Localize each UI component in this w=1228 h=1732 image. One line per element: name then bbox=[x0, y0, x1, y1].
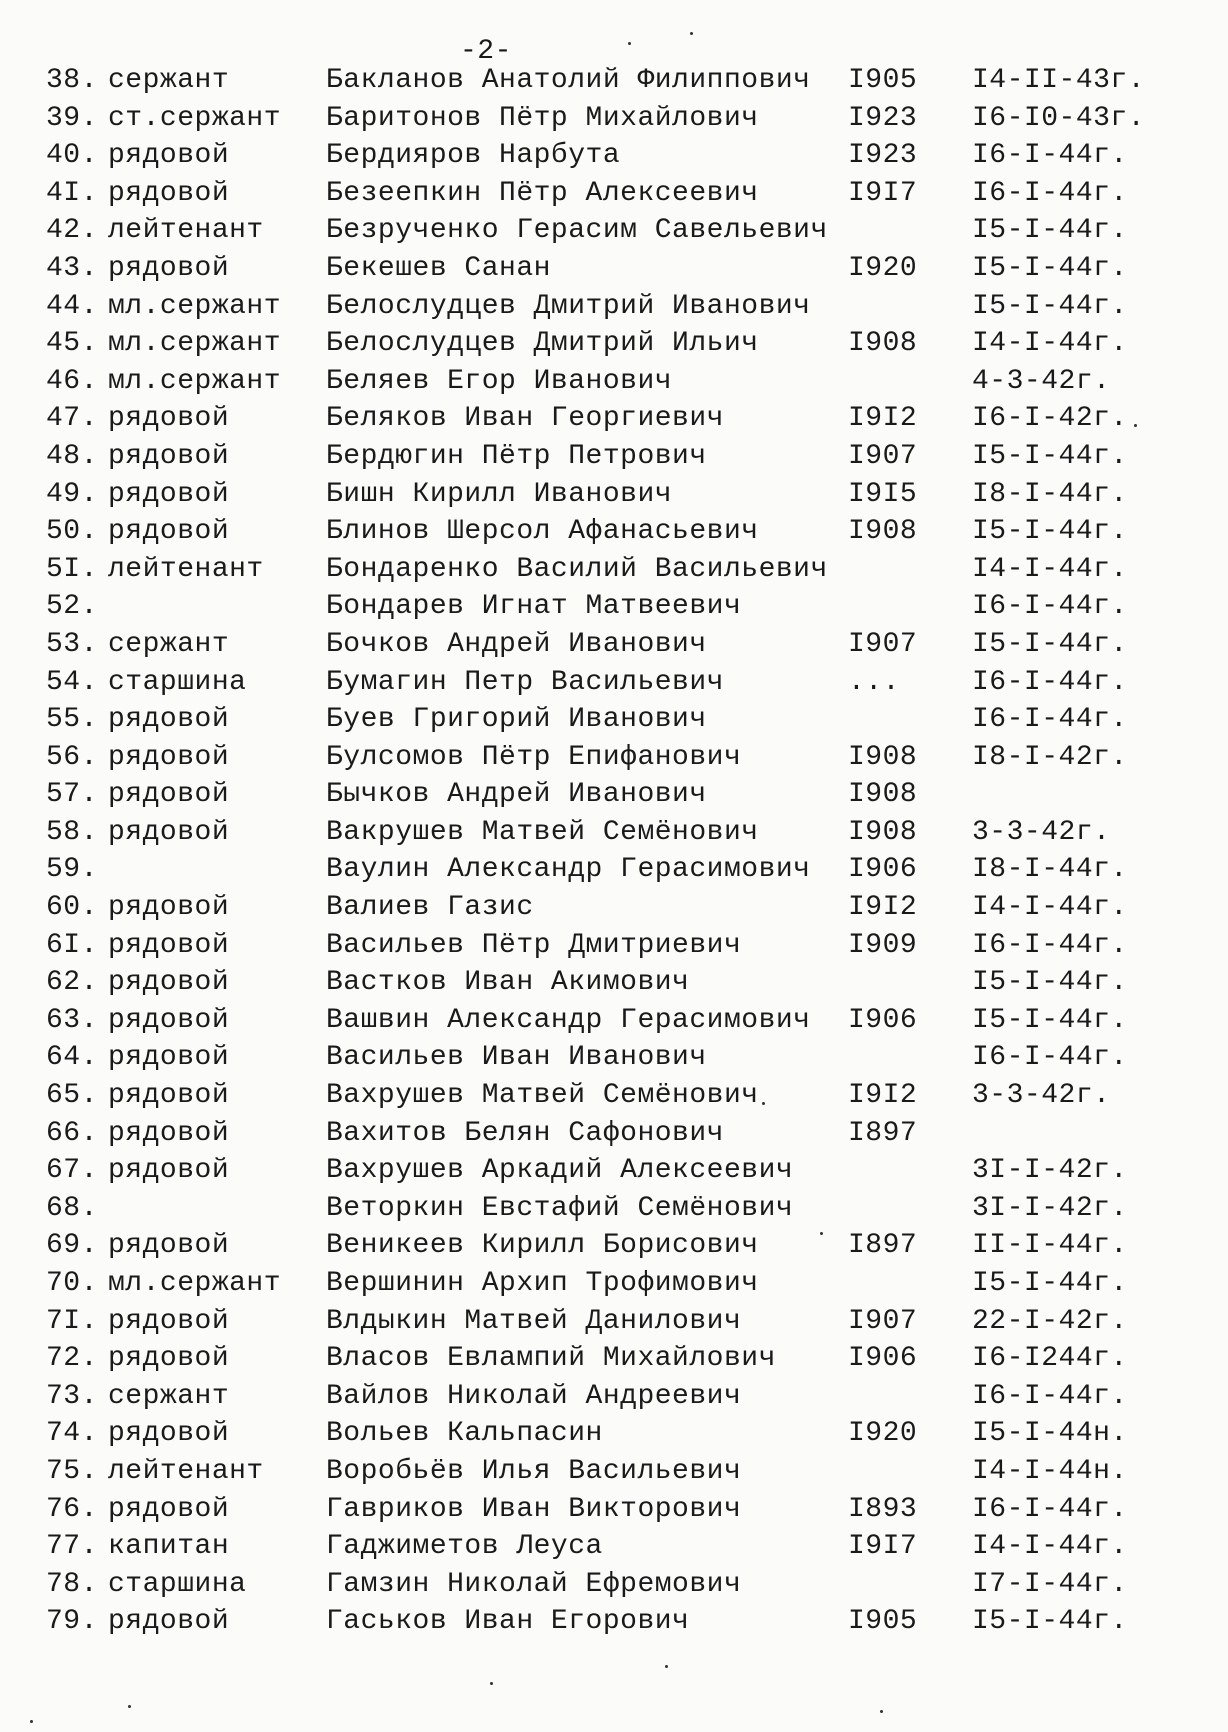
record-rank: сержант bbox=[108, 65, 230, 96]
record-rank: рядовой bbox=[108, 1493, 230, 1525]
record-rank: мл.сержант bbox=[108, 328, 282, 360]
record-name: Ваулин Александр Герасимович bbox=[326, 854, 811, 886]
scan-speck bbox=[690, 32, 693, 35]
record-rank: рядовой bbox=[108, 1042, 230, 1074]
record-date: I5-I-44г. bbox=[972, 967, 1128, 999]
record-name: Белослудцев Дмитрий Ильич bbox=[326, 328, 759, 360]
list-item bbox=[0, 1303, 1228, 1341]
list-item bbox=[0, 1566, 1228, 1604]
record-birth-year: I906 bbox=[848, 1343, 918, 1375]
record-date: I6-I-44г. bbox=[972, 1042, 1128, 1074]
record-birth-year: I908 bbox=[848, 328, 918, 360]
record-number: 74. bbox=[46, 1418, 98, 1450]
record-number: 44. bbox=[46, 290, 98, 322]
list-item bbox=[0, 1039, 1228, 1077]
record-rank: рядовой bbox=[108, 704, 230, 736]
list-item bbox=[0, 1415, 1228, 1453]
record-birth-year: I923 bbox=[848, 140, 918, 172]
record-date: I6-I-44г. bbox=[972, 177, 1128, 209]
record-date: I5-I-44г. bbox=[972, 215, 1128, 247]
record-rank: рядовой bbox=[108, 1606, 230, 1638]
list-item bbox=[0, 1340, 1228, 1378]
record-name: Блинов Шерсол Афанасьевич bbox=[326, 516, 759, 548]
record-name: Васильев Иван Иванович bbox=[326, 1042, 707, 1074]
record-birth-year: I9I2 bbox=[848, 892, 918, 924]
record-number: 66. bbox=[46, 1117, 98, 1149]
record-number: 62. bbox=[46, 967, 98, 999]
scan-speck bbox=[820, 1232, 823, 1235]
record-date: I6-I-42г. bbox=[972, 403, 1128, 435]
record-date: I4-I-44н. bbox=[972, 1455, 1128, 1487]
record-rank: рядовой bbox=[108, 1080, 230, 1112]
record-name: Безеепкин Пётр Алексеевич bbox=[326, 177, 759, 209]
record-date: I8-I-44г. bbox=[972, 478, 1128, 510]
record-number: 45. bbox=[46, 328, 98, 360]
record-date: I8-I-44г. bbox=[972, 854, 1128, 886]
record-date: 22-I-42г. bbox=[972, 1305, 1128, 1337]
list-item bbox=[0, 739, 1228, 777]
list-item bbox=[0, 851, 1228, 889]
record-date: I6-I-44г. bbox=[972, 591, 1128, 623]
record-date: I5-I-44г. bbox=[972, 516, 1128, 548]
record-name: Вахрушев Матвей Семёнович bbox=[326, 1080, 759, 1112]
record-name: Беляев Егор Иванович bbox=[326, 365, 673, 397]
record-name: Бочков Андрей Иванович bbox=[326, 628, 707, 660]
record-number: 5I. bbox=[46, 553, 98, 585]
record-rank: лейтенант bbox=[108, 1455, 264, 1487]
record-rank: рядовой bbox=[108, 929, 230, 961]
record-date: I5-I-44н. bbox=[972, 1418, 1128, 1450]
record-name: Беляков Иван Георгиевич bbox=[326, 403, 724, 435]
list-item bbox=[0, 476, 1228, 514]
record-birth-year: I907 bbox=[848, 1305, 918, 1337]
list-item bbox=[0, 1491, 1228, 1529]
record-number: 47. bbox=[46, 403, 98, 435]
record-date: 4-3-42г. bbox=[972, 365, 1111, 397]
scan-speck bbox=[490, 1682, 493, 1685]
scan-speck bbox=[665, 1665, 668, 1668]
scan-speck bbox=[880, 1710, 883, 1713]
record-name: Вакрушев Матвей Семёнович bbox=[326, 816, 759, 848]
record-date: I5-I-44г. bbox=[972, 290, 1128, 322]
record-date: I4-I-44г. bbox=[972, 892, 1128, 924]
record-number: 64. bbox=[46, 1042, 98, 1074]
list-item bbox=[0, 776, 1228, 814]
record-date: 3I-I-42г. bbox=[972, 1192, 1128, 1224]
record-number: 69. bbox=[46, 1230, 98, 1262]
record-rank: рядовой bbox=[108, 1343, 230, 1375]
record-number: 42. bbox=[46, 215, 98, 247]
record-name: Буев Григорий Иванович bbox=[326, 704, 707, 736]
record-name: Власов Евлампий Михайлович bbox=[326, 1343, 776, 1375]
list-item bbox=[0, 1227, 1228, 1265]
record-date: I5-I-44г. bbox=[972, 252, 1128, 284]
record-number: 77. bbox=[46, 1531, 98, 1563]
list-item bbox=[0, 1077, 1228, 1115]
record-name: Булсомов Пётр Епифанович bbox=[326, 741, 742, 773]
record-number: 49. bbox=[46, 478, 98, 510]
record-rank: рядовой bbox=[108, 516, 230, 548]
record-date: 3-3-42г. bbox=[972, 1080, 1111, 1112]
record-date: I4-I-44г. bbox=[972, 1531, 1128, 1563]
record-date: I5-I-44г. bbox=[972, 628, 1128, 660]
record-date: II-I-44г. bbox=[972, 1230, 1128, 1262]
record-number: 78. bbox=[46, 1568, 98, 1600]
record-birth-year: I908 bbox=[848, 816, 918, 848]
list-item bbox=[0, 137, 1228, 175]
list-item bbox=[0, 175, 1228, 213]
record-birth-year: I905 bbox=[848, 65, 918, 96]
record-number: 63. bbox=[46, 1004, 98, 1036]
record-rank: рядовой bbox=[108, 1305, 230, 1337]
list-item bbox=[0, 1002, 1228, 1040]
record-birth-year: I923 bbox=[848, 102, 918, 134]
record-birth-year: I9I2 bbox=[848, 403, 918, 435]
list-item bbox=[0, 927, 1228, 965]
record-number: 4I. bbox=[46, 177, 98, 209]
list-item bbox=[0, 513, 1228, 551]
record-number: 59. bbox=[46, 854, 98, 886]
record-number: 67. bbox=[46, 1155, 98, 1187]
list-item bbox=[0, 1190, 1228, 1228]
record-name: Бондарев Игнат Матвеевич bbox=[326, 591, 742, 623]
record-name: Вахрушев Аркадий Алексеевич bbox=[326, 1155, 794, 1187]
record-birth-year: I893 bbox=[848, 1493, 918, 1525]
record-birth-year: I908 bbox=[848, 516, 918, 548]
record-birth-year: I908 bbox=[848, 779, 918, 811]
record-number: 73. bbox=[46, 1380, 98, 1412]
record-name: Валиев Газис bbox=[326, 892, 534, 924]
record-number: 52. bbox=[46, 591, 98, 623]
record-rank: рядовой bbox=[108, 967, 230, 999]
record-birth-year: I907 bbox=[848, 440, 918, 472]
record-rank: сержант bbox=[108, 628, 230, 660]
list-item bbox=[0, 701, 1228, 739]
record-birth-year: I908 bbox=[848, 741, 918, 773]
record-birth-year: ... bbox=[848, 666, 900, 698]
scan-speck bbox=[1134, 424, 1137, 427]
record-name: Веникеев Кирилл Борисович bbox=[326, 1230, 759, 1262]
record-name: Баритонов Пётр Михайлович bbox=[326, 102, 759, 134]
record-date: I6-I-44г. bbox=[972, 1380, 1128, 1412]
record-name: Вайлов Николай Андреевич bbox=[326, 1380, 742, 1412]
list-item bbox=[0, 588, 1228, 626]
record-name: Веторкин Евстафий Семёнович bbox=[326, 1192, 794, 1224]
list-item bbox=[0, 1603, 1228, 1641]
record-date: I5-I-44г. bbox=[972, 1606, 1128, 1638]
record-number: 76. bbox=[46, 1493, 98, 1525]
record-number: 7I. bbox=[46, 1305, 98, 1337]
record-number: 79. bbox=[46, 1606, 98, 1638]
record-name: Бердияров Нарбута bbox=[326, 140, 621, 172]
record-date: I5-I-44г. bbox=[972, 1004, 1128, 1036]
record-rank: рядовой bbox=[108, 1230, 230, 1262]
record-birth-year: I897 bbox=[848, 1230, 918, 1262]
record-number: 46. bbox=[46, 365, 98, 397]
record-rank: рядовой bbox=[108, 892, 230, 924]
list-item bbox=[0, 1265, 1228, 1303]
record-name: Гаськов Иван Егорович bbox=[326, 1606, 690, 1638]
record-number: 54. bbox=[46, 666, 98, 698]
list-item bbox=[0, 1152, 1228, 1190]
list-item bbox=[0, 288, 1228, 326]
record-number: 58. bbox=[46, 816, 98, 848]
record-date: I6-I-44г. bbox=[972, 1493, 1128, 1525]
record-birth-year: I905 bbox=[848, 1606, 918, 1638]
list-item bbox=[0, 889, 1228, 927]
list-item bbox=[0, 551, 1228, 589]
list-item bbox=[0, 964, 1228, 1002]
scan-speck bbox=[628, 42, 631, 45]
record-number: 56. bbox=[46, 741, 98, 773]
record-name: Белослудцев Дмитрий Иванович bbox=[326, 290, 811, 322]
record-number: 6I. bbox=[46, 929, 98, 961]
record-number: 39. bbox=[46, 102, 98, 134]
list-item bbox=[0, 250, 1228, 288]
record-rank: старшина bbox=[108, 666, 247, 698]
record-rank: рядовой bbox=[108, 403, 230, 435]
record-birth-year: I909 bbox=[848, 929, 918, 961]
record-name: Гамзин Николай Ефремович bbox=[326, 1568, 742, 1600]
record-name: Бумагин Петр Васильевич bbox=[326, 666, 724, 698]
casualty-list bbox=[0, 62, 1228, 1641]
record-rank: рядовой bbox=[108, 177, 230, 209]
record-rank: рядовой bbox=[108, 478, 230, 510]
record-name: Вашвин Александр Герасимович bbox=[326, 1004, 811, 1036]
record-rank: рядовой bbox=[108, 1117, 230, 1149]
record-name: Бердюгин Пётр Петрович bbox=[326, 440, 707, 472]
record-rank: рядовой bbox=[108, 140, 230, 172]
record-name: Бакланов Анатолий Филиппович bbox=[326, 65, 811, 96]
record-birth-year: I9I7 bbox=[848, 177, 918, 209]
list-item bbox=[0, 1453, 1228, 1491]
scan-speck bbox=[762, 1102, 765, 1105]
list-item bbox=[0, 626, 1228, 664]
record-birth-year: I9I7 bbox=[848, 1531, 918, 1563]
record-date: I6-I244г. bbox=[972, 1343, 1128, 1375]
record-rank: рядовой bbox=[108, 1004, 230, 1036]
record-name: Бычков Андрей Иванович bbox=[326, 779, 707, 811]
record-number: 70. bbox=[46, 1268, 98, 1299]
record-rank: старшина bbox=[108, 1568, 247, 1600]
record-name: Воробьёв Илья Васильевич bbox=[326, 1455, 742, 1487]
record-number: 68. bbox=[46, 1192, 98, 1224]
record-date: I4-I-44г. bbox=[972, 553, 1128, 585]
record-birth-year: I9I2 bbox=[848, 1080, 918, 1112]
record-number: 65. bbox=[46, 1080, 98, 1112]
record-birth-year: I920 bbox=[848, 252, 918, 284]
record-rank: рядовой bbox=[108, 816, 230, 848]
record-date: I6-I0-43г. bbox=[972, 102, 1146, 134]
record-name: Бекешев Санан bbox=[326, 252, 551, 284]
record-number: 53. bbox=[46, 628, 98, 660]
list-item bbox=[0, 363, 1228, 401]
record-rank: лейтенант bbox=[108, 215, 264, 247]
record-birth-year: I906 bbox=[848, 1004, 918, 1036]
list-item bbox=[0, 1528, 1228, 1566]
record-rank: мл.сержант bbox=[108, 290, 282, 322]
record-date: 3I-I-42г. bbox=[972, 1155, 1128, 1187]
record-number: 60. bbox=[46, 892, 98, 924]
record-date: I4-II-43г. bbox=[972, 65, 1146, 96]
record-number: 75. bbox=[46, 1455, 98, 1487]
record-date: 3-3-42г. bbox=[972, 816, 1111, 848]
list-item bbox=[0, 438, 1228, 476]
record-rank: рядовой bbox=[108, 252, 230, 284]
record-number: 50. bbox=[46, 516, 98, 548]
record-number: 57. bbox=[46, 779, 98, 811]
record-birth-year: I9I5 bbox=[848, 478, 918, 510]
record-birth-year: I920 bbox=[848, 1418, 918, 1450]
record-rank: рядовой bbox=[108, 1418, 230, 1450]
record-rank: мл.сержант bbox=[108, 1268, 282, 1299]
record-rank: рядовой bbox=[108, 440, 230, 472]
record-name: Безрученко Герасим Савельевич bbox=[326, 215, 828, 247]
record-date: I6-I-44г. bbox=[972, 704, 1128, 736]
record-rank: рядовой bbox=[108, 741, 230, 773]
record-date: I7-I-44г. bbox=[972, 1568, 1128, 1600]
scan-speck bbox=[128, 1705, 131, 1708]
record-date: I6-I-44г. bbox=[972, 929, 1128, 961]
record-name: Влдыкин Матвей Данилович bbox=[326, 1305, 742, 1337]
record-date: I5-I-44г. bbox=[972, 1268, 1128, 1299]
record-name: Гаджиметов Леуса bbox=[326, 1531, 603, 1563]
list-item bbox=[0, 62, 1228, 100]
record-date: I5-I-44г. bbox=[972, 440, 1128, 472]
record-rank: ст.сержант bbox=[108, 102, 282, 134]
record-number: 40. bbox=[46, 140, 98, 172]
record-name: Вольев Кальпасин bbox=[326, 1418, 603, 1450]
record-name: Бишн Кирилл Иванович bbox=[326, 478, 673, 510]
list-item bbox=[0, 664, 1228, 702]
record-rank: мл.сержант bbox=[108, 365, 282, 397]
record-birth-year: I906 bbox=[848, 854, 918, 886]
page-number: -2- bbox=[460, 36, 512, 67]
record-date: I4-I-44г. bbox=[972, 328, 1128, 360]
record-name: Вершинин Архип Трофимович bbox=[326, 1268, 759, 1299]
record-number: 48. bbox=[46, 440, 98, 472]
record-name: Вахитов Белян Сафонович bbox=[326, 1117, 724, 1149]
record-name: Васильев Пётр Дмитриевич bbox=[326, 929, 742, 961]
record-rank: сержант bbox=[108, 1380, 230, 1412]
list-item bbox=[0, 325, 1228, 363]
record-number: 55. bbox=[46, 704, 98, 736]
list-item bbox=[0, 212, 1228, 250]
record-rank: лейтенант bbox=[108, 553, 264, 585]
record-birth-year: I907 bbox=[848, 628, 918, 660]
record-rank: рядовой bbox=[108, 1155, 230, 1187]
record-date: I8-I-42г. bbox=[972, 741, 1128, 773]
record-name: Гавриков Иван Викторович bbox=[326, 1493, 742, 1525]
list-item bbox=[0, 100, 1228, 138]
list-item bbox=[0, 1115, 1228, 1153]
list-item bbox=[0, 400, 1228, 438]
record-birth-year: I897 bbox=[848, 1117, 918, 1149]
record-rank: рядовой bbox=[108, 779, 230, 811]
record-rank: капитан bbox=[108, 1531, 230, 1563]
list-item bbox=[0, 814, 1228, 852]
scan-speck bbox=[30, 1720, 33, 1723]
record-number: 43. bbox=[46, 252, 98, 284]
record-date: I6-I-44г. bbox=[972, 140, 1128, 172]
list-item bbox=[0, 1378, 1228, 1416]
record-number: 38. bbox=[46, 65, 98, 96]
record-name: Вастков Иван Акимович bbox=[326, 967, 690, 999]
record-number: 72. bbox=[46, 1343, 98, 1375]
record-date: I6-I-44г. bbox=[972, 666, 1128, 698]
record-name: Бондаренко Василий Васильевич bbox=[326, 553, 828, 585]
